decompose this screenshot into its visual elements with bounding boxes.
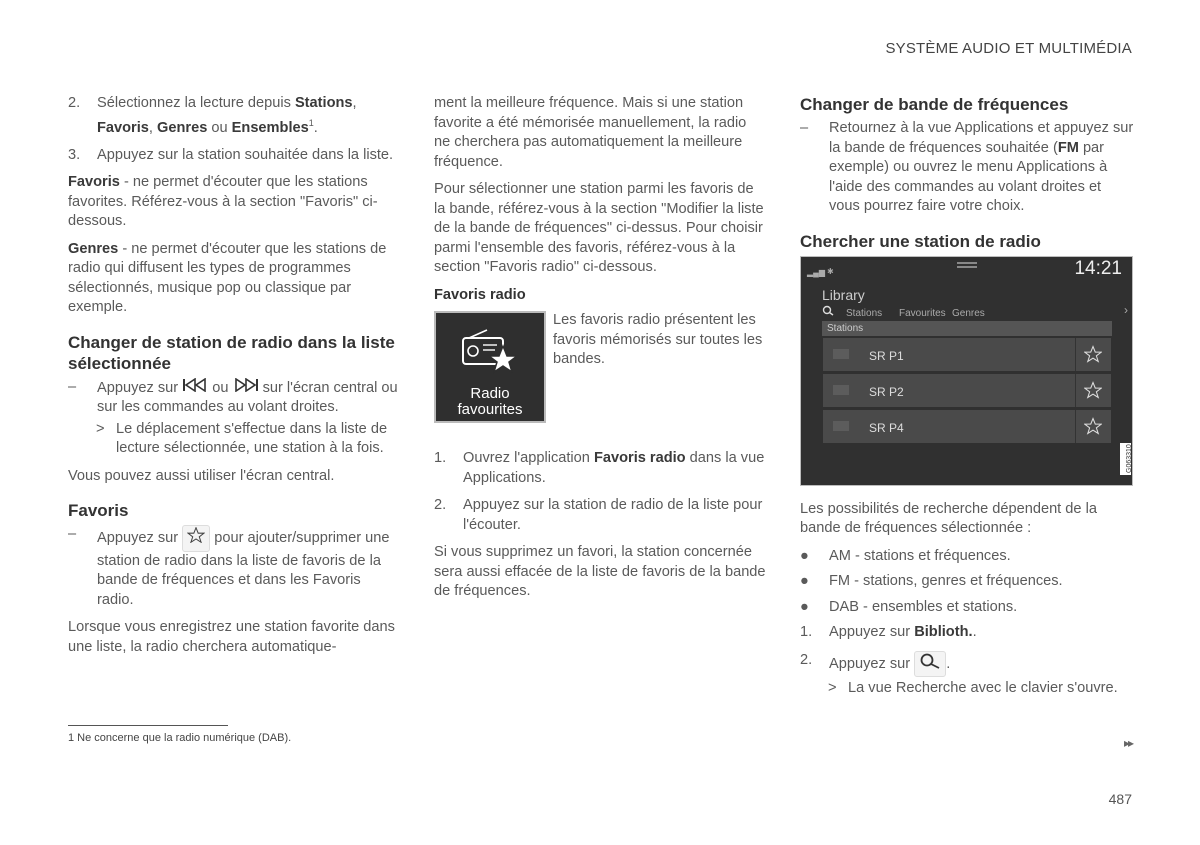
tile-label [436,386,544,418]
ensembles-term: Ensembles [231,119,309,136]
continued-para: ment la meilleure fréquence. Mais si une station favorite a été mémorisée manuellement, la radio ne cherchera pas automatiquement la meilleure fréquence. [434,95,747,170]
band-text-post: par exemple) ou ouvrez le menu Applications à l'aide des commandes au volant droites et vous pourrez faire votre choix. [829,139,1108,214]
footnote-ref: 1 [308,117,314,128]
bullet-icon: ● [800,598,809,615]
dash-item-prev-next [68,378,398,418]
favoris-description [68,173,398,232]
bullet-text: DAB - ensembles et stations. [829,598,1018,615]
fav-text-post: pour ajouter/supprimer une station de radio dans la liste de favoris de la bande de fréquences et dans les Favoris radio. [97,530,390,608]
tile-label-line-2: favourites [457,401,523,418]
step-text-post: . [972,624,977,640]
footnote: 1 Ne concerne que la radio numérique (DAB). [68,732,292,744]
result-item [96,420,398,459]
station-logo-icon [833,349,849,359]
step-3-press-station [68,146,398,166]
station-name: SR P2 [869,384,904,399]
dash-mark: – [800,120,809,136]
favoris-term: Favoris [97,119,149,136]
bullet-text: AM - stations et fréquences. [829,547,1011,564]
central-screen-note: Vous pouvez aussi utiliser l'écran central. [68,467,335,484]
previous-track-icon [182,378,208,399]
step-text-pre: Appuyez sur [829,624,915,640]
step-number: 1. [434,450,447,466]
heading-search-station: Chercher une station de radio [800,231,1041,251]
step-text: Appuyez sur la station souhaitée dans la liste. [97,146,394,163]
search-intro: Les possibilités de recherche dépendent de la bande de fréquences sélectionnée : [800,500,1097,536]
radio-star-icon [461,328,519,374]
step-text: Sélectionnez la lecture depuis [97,95,295,111]
search-icon [914,651,946,678]
tile-label-line-1: Radio [470,385,510,402]
bullet-item [800,547,1134,567]
favoris-term: Favoris [68,174,120,191]
heading-change-station: Changer de station de radio dans la liste sélectionnée [68,332,395,373]
favoris-radio-block [434,311,766,431]
dash-text-pre: Appuyez sur [97,379,183,396]
section-title: SYSTÈME AUDIO ET MULTIMÉDIA [885,40,1132,57]
dash-mark: – [68,378,77,395]
stations-term: Stations [294,95,353,111]
step-number: 1. [800,624,813,640]
delete-favorite-para: Si vous supprimez un favori, la station concernée sera aussi effacée de la liste de favoris de la bande de fréquences. [434,544,766,599]
fm-term: FM [1057,139,1079,156]
save-favorite-para: Lorsque vous enregistrez une station favorite dans une liste, la radio cherchera automatique- [68,619,395,655]
step-1-open-app [434,449,766,488]
bullet-icon: ● [800,547,809,564]
station-logo-icon [833,385,849,395]
chevron-right-icon: › [1124,302,1128,317]
comma: , [148,119,158,136]
signal-icon: ▂▄▆ [807,267,825,277]
result-text: Le déplacement s'effectue dans la liste de lecture sélectionnée, une station à la fois. [116,420,388,457]
next-track-icon [233,378,259,399]
app-name: Favoris radio [593,450,686,466]
genres-desc-text: - ne permet d'écouter que les stations de radio qui diffusent les types de programmes sélectionnés, musique pop ou classique par exemple. [68,240,387,316]
bullet-item [800,572,1134,592]
star-icon [182,525,210,552]
column-1 [68,94,398,665]
clock: 14:21 [1074,257,1122,279]
result-text: La vue Recherche avec le clavier s'ouvre. [848,680,1118,696]
tab-stations: Stations [846,307,883,319]
heading-favoris-radio: Favoris radio [434,286,526,303]
or-word: ou [208,379,233,396]
station-row [823,374,1111,407]
or-word: ou [207,119,232,136]
step-2-press-station [434,496,766,535]
dash-mark: – [68,526,77,543]
next-page-icon: ▸▸ [1123,736,1132,750]
drag-handle-icon [957,262,977,268]
genres-term: Genres [157,119,208,136]
comma: , [352,95,357,111]
star-icon [1075,338,1111,371]
footnote-divider [68,725,228,726]
library-term: Biblioth. [914,624,973,640]
column-2 [434,94,766,610]
select-favorite-para: Pour sélectionner une station parmi les favoris de la bande, référez-vous à la section "Modifier la liste de la bande de fréquences" ci-dessus. Pour choisir parmi l'ensemble des favoris, référez-vous à la section "Favoris radio" ci-dessous. [434,181,764,275]
genres-description [68,240,398,318]
genres-term: Genres [68,240,119,257]
step-number: 2. [68,95,81,111]
tab-genres: Genres [952,307,985,319]
library-title: Library [822,286,865,303]
station-row [823,338,1111,371]
step-text-pre: Appuyez sur [829,655,915,672]
step-1-library [800,623,1134,643]
step-2-search [800,651,1134,678]
step-2-select-source [68,94,398,138]
tile-description: Les favoris radio présentent les favoris mémorisés sur toutes les bandes. [553,312,763,367]
column-3 [800,94,1134,707]
step-text-post: dans la vue Applications. [463,450,765,486]
step-number: 2. [800,651,813,668]
step-number: 2. [434,497,447,513]
step-text: Appuyez sur la station de radio de la liste pour l'écouter. [463,497,763,533]
dash-item-band [800,119,1134,217]
page-number: 487 [1108,791,1132,807]
result-mark: > [828,680,837,696]
step-text-post: . [946,655,951,672]
bullet-icon: ● [800,573,809,589]
favoris-desc-text: - ne permet d'écouter que les stations favorites. Référez-vous à la section "Favoris" ci-dessous. [68,174,378,230]
bluetooth-icon: ✱ [827,266,834,276]
dash-item-favorite-star [68,525,398,610]
period: . [313,119,318,136]
bullet-item [800,598,1134,618]
step-text-pre: Ouvrez l'application [463,450,594,466]
band-text-pre: Retournez à la vue Applications et appuyez sur la bande de fréquences souhaitée ( [829,120,1134,156]
station-name: SR P1 [869,348,904,363]
star-icon [1075,410,1111,443]
station-row [823,410,1111,443]
bullet-text: FM - stations, genres et fréquences. [829,573,1063,589]
heading-favoris: Favoris [68,501,129,521]
image-code: G063310 [1120,443,1131,475]
center-display-screenshot [800,256,1133,486]
result-mark: > [96,420,105,437]
station-logo-icon [833,421,849,431]
fav-text-pre: Appuyez sur [97,530,183,547]
star-icon [1075,374,1111,407]
heading-change-band: Changer de bande de fréquences [800,95,1069,114]
step-number: 3. [68,146,81,163]
tab-favourites: Favourites [899,307,946,319]
search-icon [822,303,834,323]
radio-favourites-app-tile [434,311,546,423]
list-header: Stations [822,321,1112,336]
dash-text-post: sur l'écran central ou sur les commandes au volant droites. [97,379,398,416]
result-item [828,679,1134,699]
station-name: SR P4 [869,420,904,435]
